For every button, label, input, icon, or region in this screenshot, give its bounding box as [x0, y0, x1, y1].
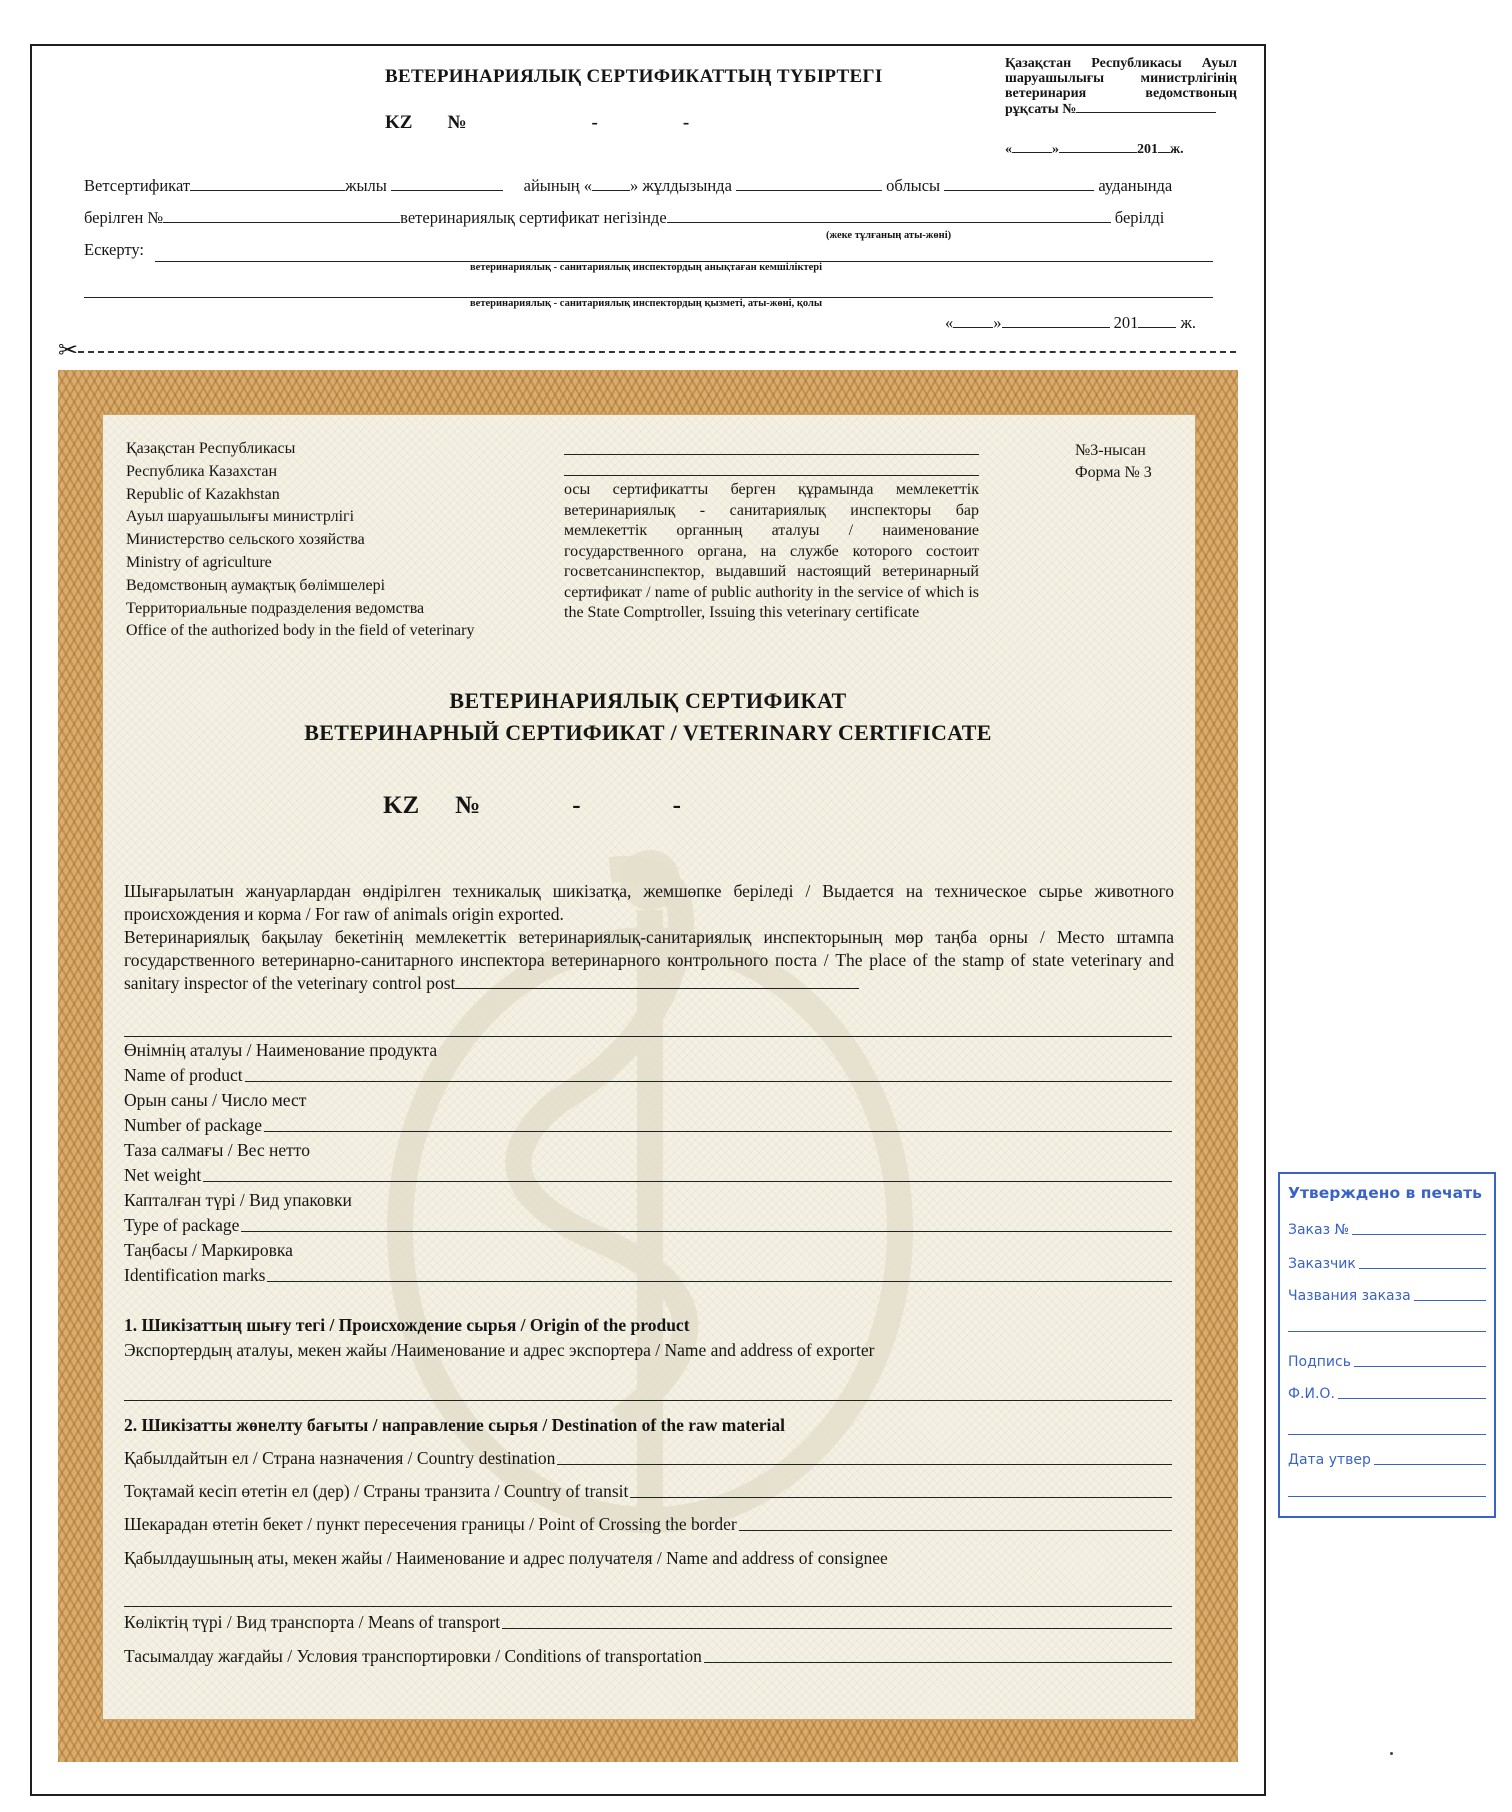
quote-close: » [993, 313, 1002, 332]
certificate-purpose [124, 880, 1174, 995]
issued-no-field[interactable] [163, 208, 400, 223]
package-num-field[interactable] [264, 1117, 1172, 1132]
caption-inspector-sign: ветеринариялық - санитариялық инспектордың қызметі, аты-жөні, қолы [470, 298, 823, 309]
year-field[interactable] [391, 176, 503, 191]
issuer-line: Ministry of agriculture [126, 553, 272, 571]
stamp-signature [1288, 1354, 1486, 1370]
field-label: Капталған түрі / Вид упаковки [124, 1190, 352, 1210]
stub-number [385, 112, 724, 134]
issuer-line: Республика Казахстан [126, 462, 278, 480]
field-label: Экспортердың аталуы, мекен жайы /Наименование и адрес экспортера / Name and address of exporter [124, 1340, 875, 1360]
field-label: Көліктің түрі / Вид транспорта / Means of transport [124, 1612, 501, 1632]
stamp-place-field[interactable] [455, 974, 859, 989]
stub-authority-no: № [1062, 102, 1077, 117]
stamp-place-text [124, 926, 1174, 995]
permit-year-field[interactable] [1158, 138, 1170, 153]
stamp-label: Дата утвер [1288, 1452, 1371, 1468]
region-field[interactable] [944, 176, 1094, 191]
stamp-line[interactable] [1288, 1496, 1486, 1497]
package-type-row [124, 1215, 1172, 1236]
district-label: ауданында [1098, 176, 1173, 195]
section-1-title [124, 1315, 1172, 1336]
net-weight-kz-ru [124, 1140, 1172, 1161]
field-label: Тоқтамай кесіп өтетін ел (дер) / Страны транзита / Country of transit [124, 1481, 629, 1501]
date2-day-field[interactable] [953, 313, 993, 328]
issuer-line: Ауыл шаруашылығы министрлігі [126, 508, 355, 526]
stamp-label: Заказ № [1288, 1222, 1350, 1238]
issuer-line: Office of the authorized body in the field of veterinary [126, 622, 475, 640]
marks-field[interactable] [267, 1267, 1172, 1282]
field-label: Net weight [124, 1165, 202, 1185]
basis-label: ветеринариялық сертификат негізінде [400, 208, 667, 227]
transport-row [124, 1612, 1172, 1633]
year-prefix: 201 [1113, 313, 1139, 332]
permit-month-field[interactable] [1059, 138, 1137, 153]
stamp-customer-field[interactable] [1359, 1258, 1486, 1269]
exporter-field[interactable] [124, 1400, 1172, 1401]
product-name-field[interactable] [245, 1067, 1172, 1082]
border-field[interactable] [739, 1516, 1172, 1531]
scissors-icon: ✂ [58, 336, 79, 364]
vetcert-field[interactable] [190, 176, 345, 191]
stamp-place-line-2[interactable] [124, 1036, 1172, 1037]
section-2-title [124, 1415, 1172, 1436]
consignee-row [124, 1548, 1172, 1569]
field-label: Өнімнің аталуы / Наименование продукта [124, 1040, 438, 1060]
stamp-line[interactable] [1288, 1331, 1486, 1332]
consignee-field[interactable] [124, 1606, 1172, 1607]
stamp-label: Подпись [1288, 1354, 1351, 1370]
day-label: » жұлдызында [630, 176, 732, 195]
field-label: Name of product [124, 1065, 243, 1085]
field-label: Таңбасы / Маркировка [124, 1240, 293, 1260]
year-label: жылы [345, 176, 387, 195]
stamp-fio-field[interactable] [1338, 1388, 1486, 1399]
quote-open: « [1005, 142, 1012, 157]
stamp-title: Утверждено в печать [1288, 1184, 1482, 1202]
person-name-field[interactable] [667, 208, 1111, 223]
date2-month-field[interactable] [1002, 313, 1110, 328]
stub-authority-no-field[interactable] [1076, 101, 1216, 113]
cut-line [78, 351, 1236, 353]
package-num-kz-ru [124, 1090, 1172, 1111]
stamp-fio [1288, 1386, 1486, 1402]
form-number [1075, 440, 1152, 484]
section-title: 2. Шикізатты жөнелту бағыты / направление сырья / Destination of the raw material [124, 1415, 785, 1435]
stub-authority-permit [1005, 56, 1237, 117]
field-label: Type of package [124, 1215, 240, 1235]
net-weight-field[interactable] [203, 1167, 1172, 1182]
conditions-field[interactable] [704, 1648, 1172, 1663]
stamp-label: Ф.И.О. [1288, 1386, 1335, 1402]
vetcert-label: Ветсертификат [84, 176, 191, 195]
issuer-line: Территориальные подразделения ведомства [126, 599, 425, 617]
field-label: Number of package [124, 1115, 262, 1135]
speck [1390, 1752, 1393, 1755]
given-label: берілді [1114, 208, 1165, 227]
year-suffix: ж. [1180, 313, 1197, 332]
month-field[interactable] [736, 176, 882, 191]
print-approval-stamp [1278, 1172, 1496, 1518]
stamp-order-no-field[interactable] [1352, 1224, 1486, 1235]
date2-year-field[interactable] [1138, 313, 1176, 328]
stub-row-1 [84, 176, 1172, 196]
transit-row [124, 1481, 1172, 1502]
permit-day-field[interactable] [1012, 138, 1052, 153]
destination-field[interactable] [557, 1450, 1172, 1465]
stub-dash: - [591, 112, 598, 133]
stamp-customer [1288, 1256, 1486, 1272]
destination-row [124, 1448, 1172, 1469]
form-number-kz: №3-нысан [1075, 442, 1146, 459]
dash: - [672, 792, 681, 819]
quote-close: » [1052, 142, 1059, 157]
issuer-line: Министерство сельского хозяйства [126, 531, 365, 549]
field-label: Таза салмағы / Вес нетто [124, 1140, 310, 1160]
field-label: Тасымалдау жағдайы / Условия транспортировки / Conditions of transportation [124, 1646, 702, 1666]
stamp-order-name-field[interactable] [1414, 1290, 1486, 1301]
field-label: Қабылдайтын ел / Страна назначения / Country destination [124, 1448, 556, 1468]
no-label: № [455, 792, 481, 819]
stub-permit-date [1005, 138, 1184, 158]
product-name-kz-ru [124, 1040, 1172, 1061]
transit-field[interactable] [630, 1483, 1172, 1498]
certificate-title-kz: ВЕТЕРИНАРИЯЛЫҚ СЕРТИФИКАТ [449, 688, 847, 713]
person-caption: (жеке тұлғаның аты-жөні) [826, 230, 952, 241]
package-num-row [124, 1115, 1172, 1136]
authority-name-field-2[interactable] [564, 459, 979, 476]
issuer-line: Қазақстан Республикасы [126, 440, 296, 457]
stub-row-2 [84, 208, 1164, 228]
form-number-ru: Форма № 3 [1075, 464, 1152, 481]
authority-name-field-1[interactable] [564, 438, 979, 455]
marks-row [124, 1265, 1172, 1286]
field-label: Қабылдаушының аты, мекен жайы / Наименование и адрес получателя / Name and address of consignee [124, 1548, 888, 1568]
marks-kz-ru [124, 1240, 1172, 1261]
section-title: 1. Шикізаттың шығу тегі / Происхождение сырья / Origin of the product [124, 1315, 690, 1335]
stamp-place-label: Ветеринариялық бақылау бекетінің мемлекеттік ветеринариялық-санитариялық инспекторының мөр таңба орны / Место штампа государственного ветеринарно-санитарного инспектора ветеринарного контрольного поста / The place of the stamp of state veterinary and sanitary inspector of the veterinary control post [124, 927, 1174, 993]
net-weight-row [124, 1165, 1172, 1186]
product-name-row [124, 1065, 1172, 1086]
purpose-text: Шығарылатын жануарлардан өндірілген техникалық шикізатқа, жемшөпке беріледі / Выдается на техническое сырье животного происхождения и корма / For raw of animals origin exported. [124, 881, 1174, 924]
authority-caption: осы сертификатты берген құрамында мемлекеттік ветеринариялық - санитариялық инспекторы бар мемлекеттік органның аталуы / наименование государственного органа, на службе которого состоит госветсанинспектор, выдавший настоящий ветеринарный сертификат / name of public authority in the service of which is the State Comptroller, Issuing this veterinary certificate [564, 481, 979, 621]
conditions-row [124, 1646, 1172, 1667]
issued-no-label: берілген № [84, 208, 164, 227]
year-suffix: ж. [1170, 142, 1184, 157]
month-label: айының « [523, 176, 592, 195]
package-type-kz-ru [124, 1190, 1172, 1211]
stub-date-2 [945, 313, 1196, 333]
stub-dash: - [682, 112, 690, 133]
stub-no-label: № [447, 112, 467, 133]
region-label: облысы [886, 176, 941, 195]
note-label: Ескерту: [84, 240, 144, 259]
field-label: Identification marks [124, 1265, 266, 1285]
field-label: Орын саны / Число мест [124, 1090, 307, 1110]
kz-label: KZ [383, 792, 420, 819]
field-label: Шекарадан өтетін бекет / пункт пересечения границы / Point of Crossing the border [124, 1514, 737, 1534]
certificate-number [383, 792, 681, 820]
stub-authority-text: Қазақстан Республикасы Ауыл шаруашылығы министрлігінің ветеринария ведомствоның рұқсаты [1005, 56, 1237, 117]
stamp-approve-date-field[interactable] [1374, 1454, 1486, 1465]
caption-inspector-flaws: ветеринариялық - санитариялық инспектордың анықтаған кемшіліктері [470, 262, 823, 273]
stub-title: ВЕТЕРИНАРИЯЛЫҚ СЕРТИФИКАТТЫҢ ТҮБІРТЕГІ [385, 66, 883, 87]
issuer-line: Republic of Kazakhstan [126, 485, 280, 503]
day-field[interactable] [592, 176, 630, 191]
authority-block [564, 438, 979, 624]
year-prefix: 201 [1137, 142, 1158, 157]
stamp-order-name [1288, 1288, 1486, 1304]
certificate-title-ru-en: ВЕТЕРИНАРНЫЙ СЕРТИФИКАТ / VETERINARY CERTIFICATE [304, 720, 992, 745]
stamp-signature-field[interactable] [1354, 1356, 1486, 1367]
issuer-line: Ведомствоның аумақтық бөлімшелері [126, 576, 386, 594]
package-type-field[interactable] [241, 1217, 1172, 1232]
issuer-block [126, 438, 474, 643]
stub-kz-label: KZ [385, 112, 413, 133]
stamp-label: Заказчик [1288, 1256, 1356, 1272]
border-row [124, 1514, 1172, 1535]
transport-field[interactable] [502, 1614, 1172, 1629]
stamp-approve-date [1288, 1452, 1486, 1468]
stamp-order-no [1288, 1222, 1486, 1238]
exporter-row [124, 1340, 1172, 1361]
stamp-line[interactable] [1288, 1434, 1486, 1435]
quote-open: « [945, 313, 954, 332]
dash: - [572, 792, 581, 819]
stamp-label: Чазвания заказа [1288, 1288, 1411, 1304]
